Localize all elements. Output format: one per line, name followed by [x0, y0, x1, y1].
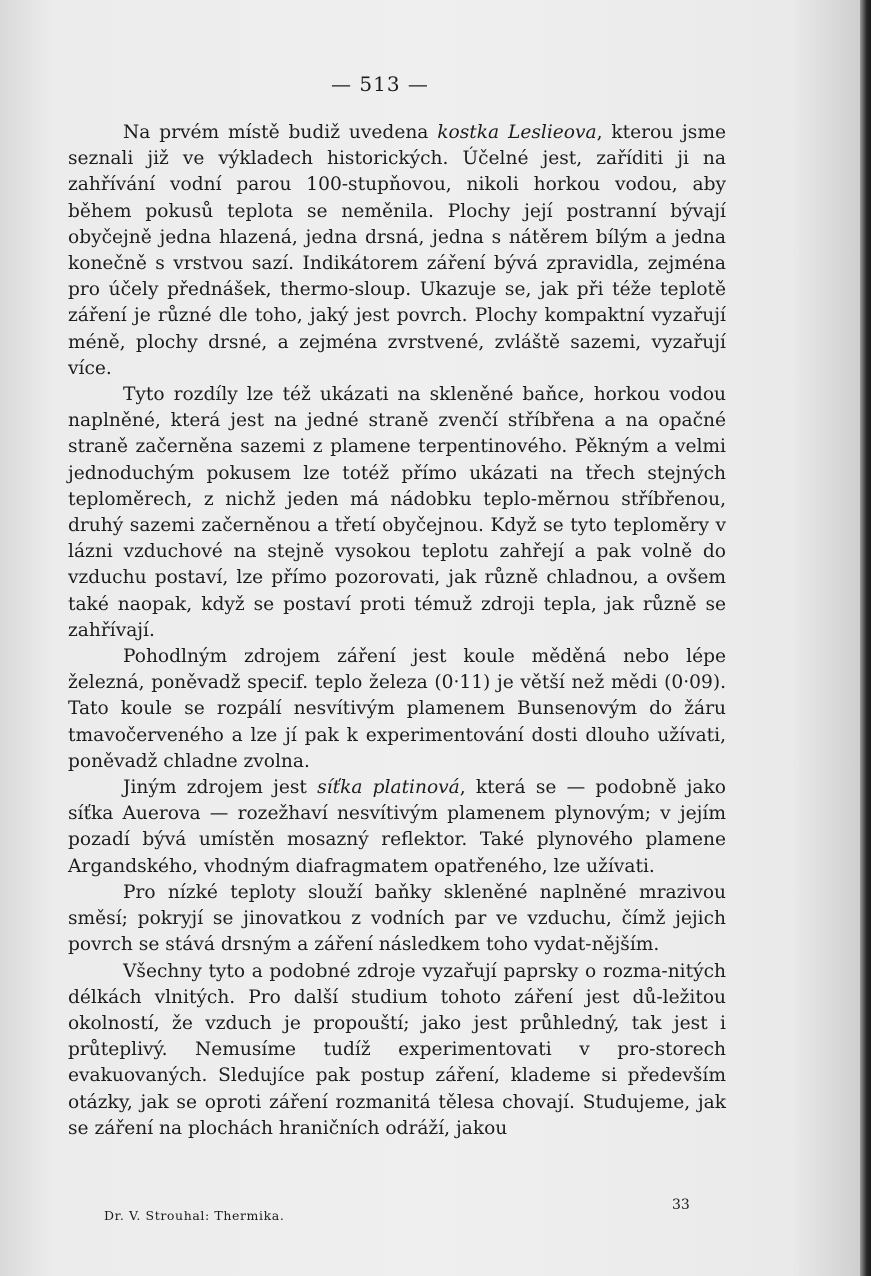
paragraph-1: [68, 120, 726, 382]
page-edge-shadow: [860, 0, 871, 1276]
footer-signature: 33: [672, 1197, 690, 1213]
footer-author-title: Dr. V. Strouhal: Thermika.: [104, 1208, 285, 1223]
paragraph-4-text-b: , která se — podobně jako síťka Auerova — rozežhaví nesvítivým plamenem plynovým; v jejím pozadí bývá umístěn mosazný reflektor. Také plynového plamene Argandského, vhodným diafragmatem opatřeného, lze užívati.: [68, 777, 726, 877]
paragraph-1-emphasis: kostka Leslieova: [437, 122, 597, 143]
paragraph-6-text: Všechny tyto a podobné zdroje vyzařují paprsky o rozma-nitých délkách vlnitých. Pro další studium tohoto záření jest dů-ležitou okolností, že vzduch je propouští; jako jest průhledný, tak jest i průteplivý. Nemusíme tudíž experimentovati v pro-storech evakuovaných. Sledujíce pak postup záření, klademe si především otázky, jak se oproti záření rozmanitá tělesa chovají. Studujeme, jak se záření na plochách hraničních odráží, jakou: [68, 960, 726, 1139]
paragraph-4: [68, 775, 726, 880]
paragraph-3: [68, 644, 726, 775]
paragraph-4-text-a: Jiným zdrojem jest: [123, 777, 318, 799]
page-number: — 513 —: [331, 72, 429, 96]
paragraph-2-text: Tyto rozdíly lze též ukázati na skleněné baňce, horkou vodou naplněné, která jest na jedné straně zvenčí stříbřena a na opačné straně začerněna sazemi z plamene terpentinového. Pěkným a velmi jednoduchým pokusem lze totéž přímo ukázati na třech stejných teploměrech, z nichž jeden má nádobku teplo-měrnou stříbřenou, druhý sazemi začerněnou a třetí obyčejnou. Když se tyto teploměry v lázni vzduchové na stejně vysokou teplotu zahřejí a pak volně do vzduchu postaví, lze přímo pozorovati, jak různě chladnou, a ovšem také naopak, když se postaví proti témuž zdroji tepla, jak různě se zahřívají.: [68, 384, 726, 641]
paragraph-5: [68, 880, 726, 959]
paragraph-3-text: Pohodlným zdrojem záření jest koule měděná nebo lépe železná, poněvadž specif. teplo železa (0·11) je větší než mědi (0·09). Tato koule se rozpálí nesvítivým plamenem Bunsenovým do žáru tmavočerveného a lze jí pak k experimentování dosti dlouho užívati, poněvadž chladne zvolna.: [68, 646, 726, 772]
paragraph-1-text-b: , kterou jsme seznali již ve výkladech historických. Účelné jest, zaříditi ji na zahřívání vodní parou 100-stupňovou, nikoli horkou vodou, aby během pokusů teplota se neměnila. Plochy její postranní bývají obyčejně jedna hlazená, jedna drsná, jedna s nátěrem bílým a jedna konečně s vrstvou sazí. Indikátorem záření bývá zpravidla, zejména pro účely přednášek, thermo-sloup. Ukazuje se, jak při téže teplotě záření je různé dle toho, jaký jest povrch. Plochy kompaktní vyzařují méně, plochy drsné, a zejména zvrstvené, zvláště sazemi, vyzařují více.: [68, 122, 726, 379]
paragraph-2: [68, 382, 726, 644]
paragraph-4-emphasis: síťka platinová: [317, 777, 460, 799]
paragraph-5-text: Pro nízké teploty slouží baňky skleněné naplněné mrazivou směsí; pokryjí se jinovatkou z vodních par ve vzduchu, čímž jejich povrch se stává drsným a záření následkem toho vydat-nějším.: [68, 881, 726, 956]
paragraph-1-text-a: Na prvém místě budiž uvedena: [123, 122, 438, 143]
paragraph-6: [68, 959, 726, 1142]
body-text: [68, 120, 726, 1142]
